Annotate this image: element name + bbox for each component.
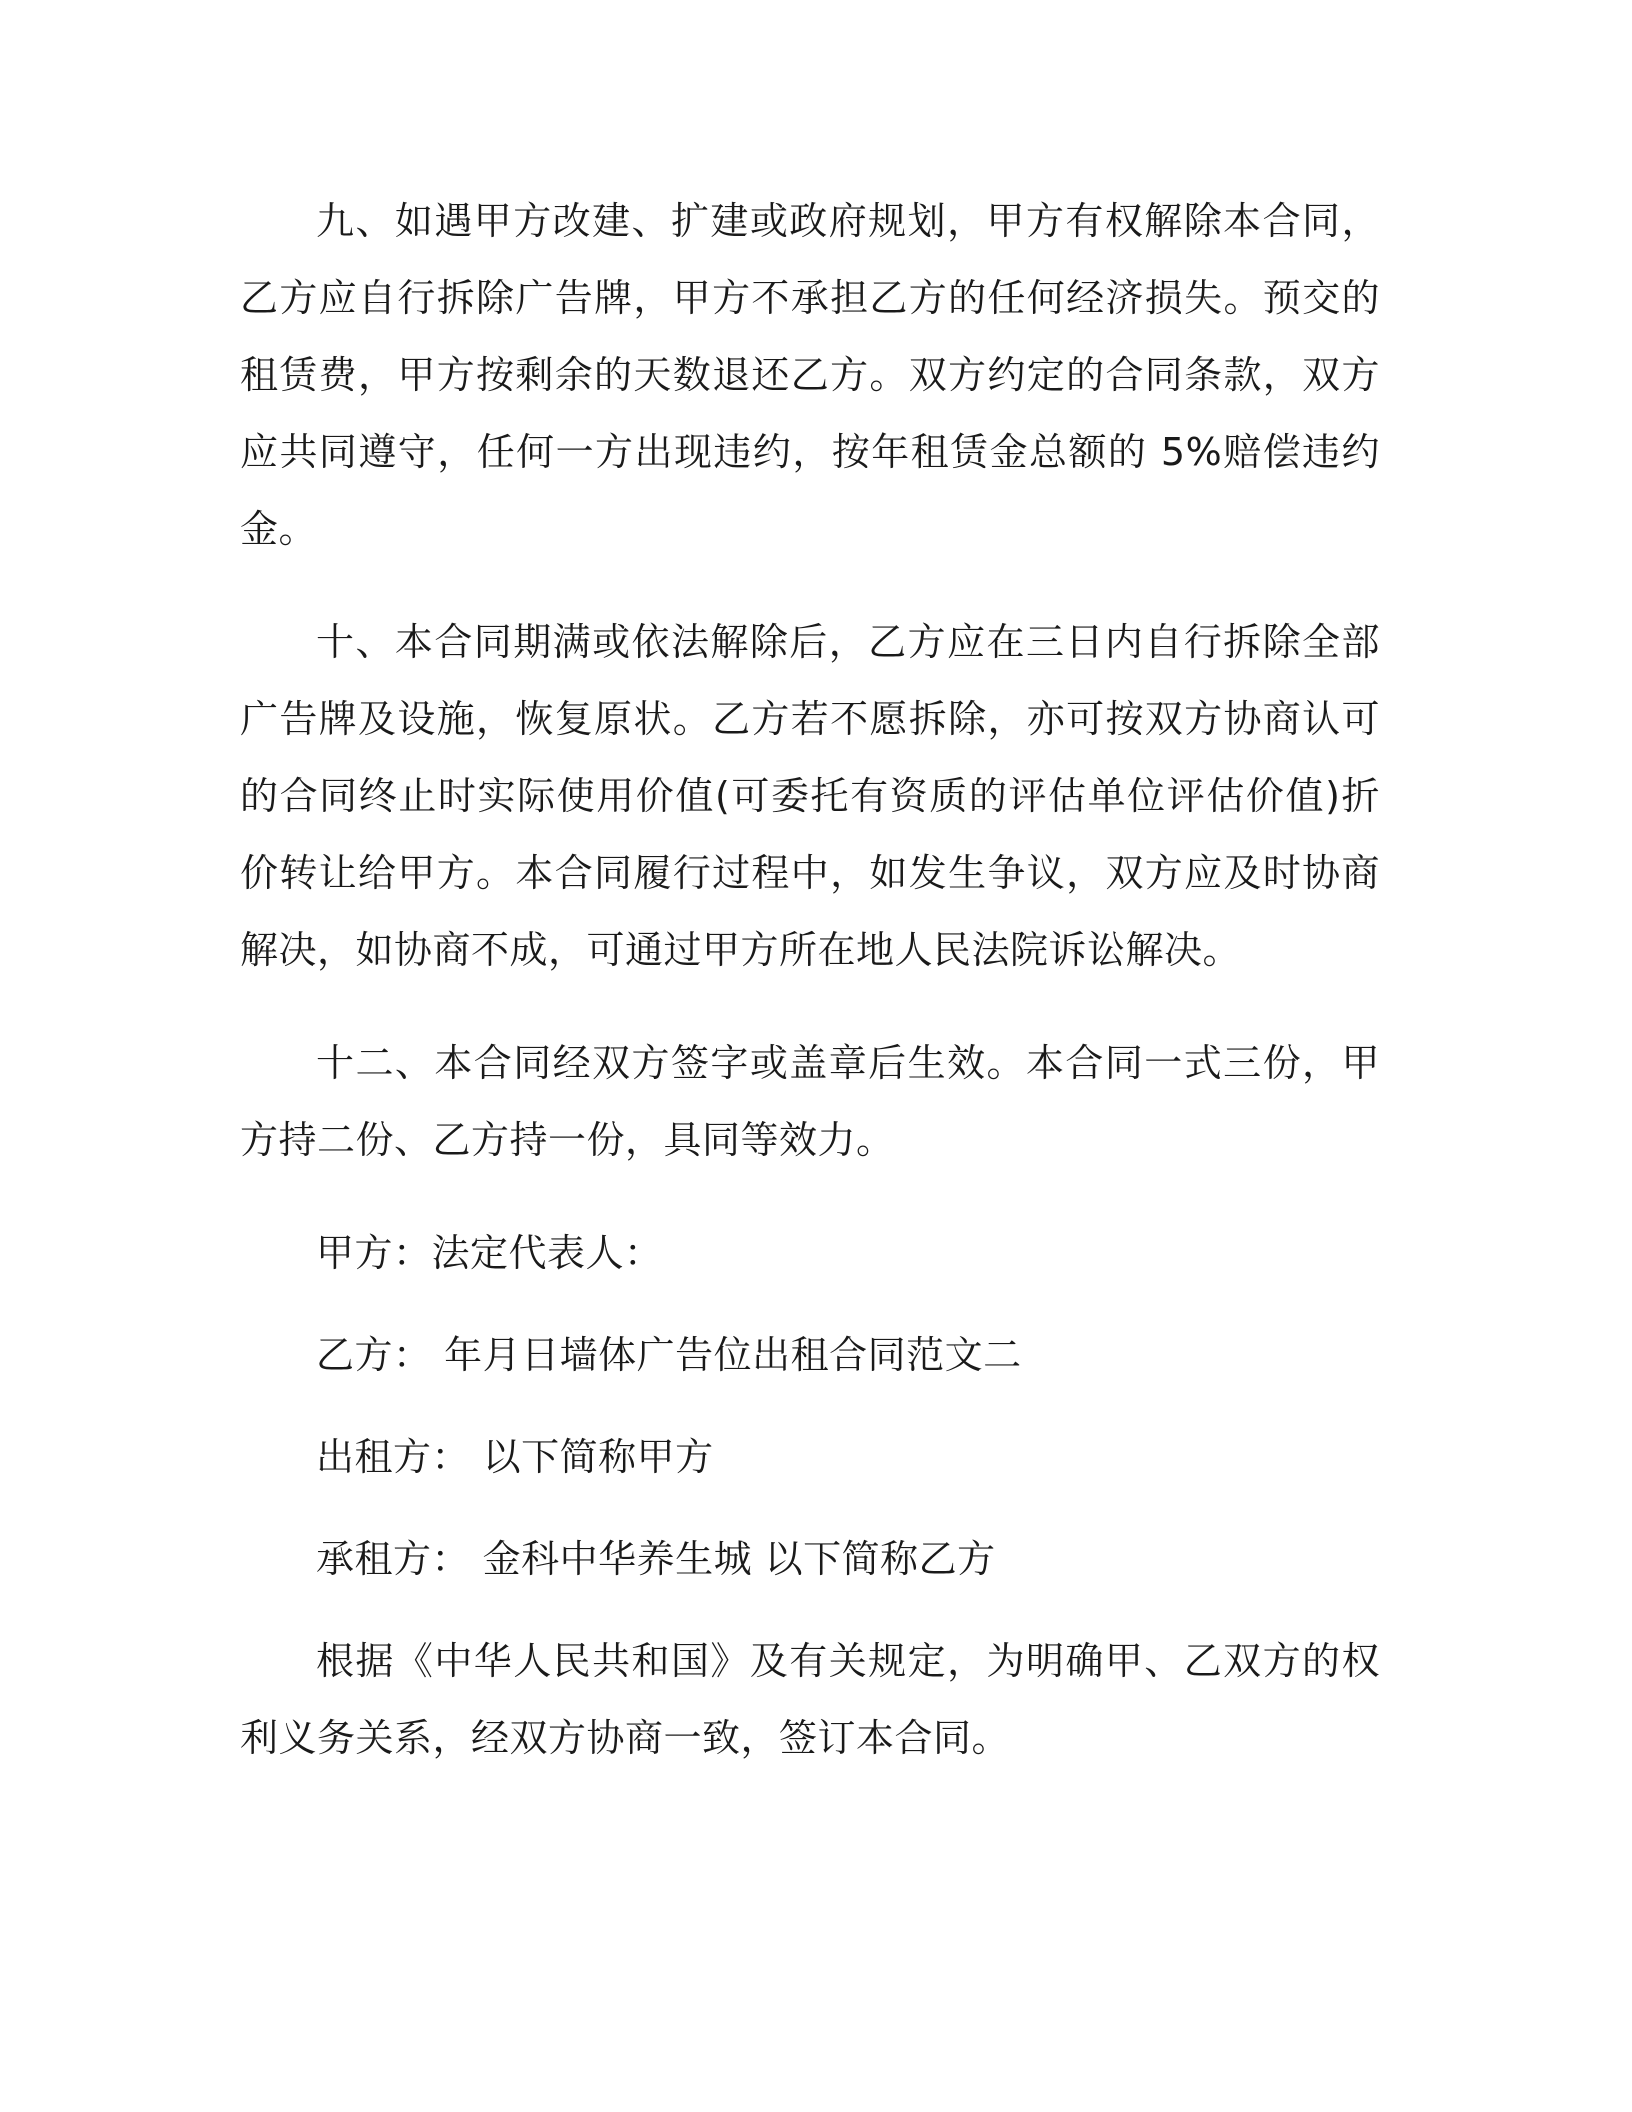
clause-nine-paragraph: 九、如遇甲方改建、扩建或政府规划，甲方有权解除本合同，乙方应自行拆除广告牌，甲方不承担乙方的任何经济损失。预交的租赁费，甲方按剩余的天数退还乙方。双方约定的合同条款，双方应共同遵守，任何一方出现违约，按年租赁金总额的 5%赔偿违约金。 <box>240 199 1380 551</box>
document-body <box>240 183 1380 1777</box>
lessee-line: 承租方： 金科中华养生城 以下简称乙方 <box>316 1537 996 1581</box>
party-b-signature-line: 乙方： 年月日墙体广告位出租合同范文二 <box>316 1333 1022 1377</box>
clause-ten-paragraph: 十、本合同期满或依法解除后，乙方应在三日内自行拆除全部广告牌及设施，恢复原状。乙方若不愿拆除，亦可按双方协商认可的合同终止时实际使用价值(可委托有资质的评估单位评估价值)折价转让给甲方。本合同履行过程中，如发生争议，双方应及时协商解决，如协商不成，可通过甲方所在地人民法院诉讼解决。 <box>240 620 1380 972</box>
clause-twelve-paragraph: 十二、本合同经双方签字或盖章后生效。本合同一式三份，甲方持二份、乙方持一份，具同等效力。 <box>240 1041 1380 1162</box>
preamble-paragraph: 根据《中华人民共和国》及有关规定，为明确甲、乙双方的权利义务关系，经双方协商一致，签订本合同。 <box>240 1639 1380 1760</box>
lessor-line: 出租方： 以下简称甲方 <box>316 1435 714 1479</box>
party-a-signature-line: 甲方：法定代表人： <box>316 1231 663 1275</box>
